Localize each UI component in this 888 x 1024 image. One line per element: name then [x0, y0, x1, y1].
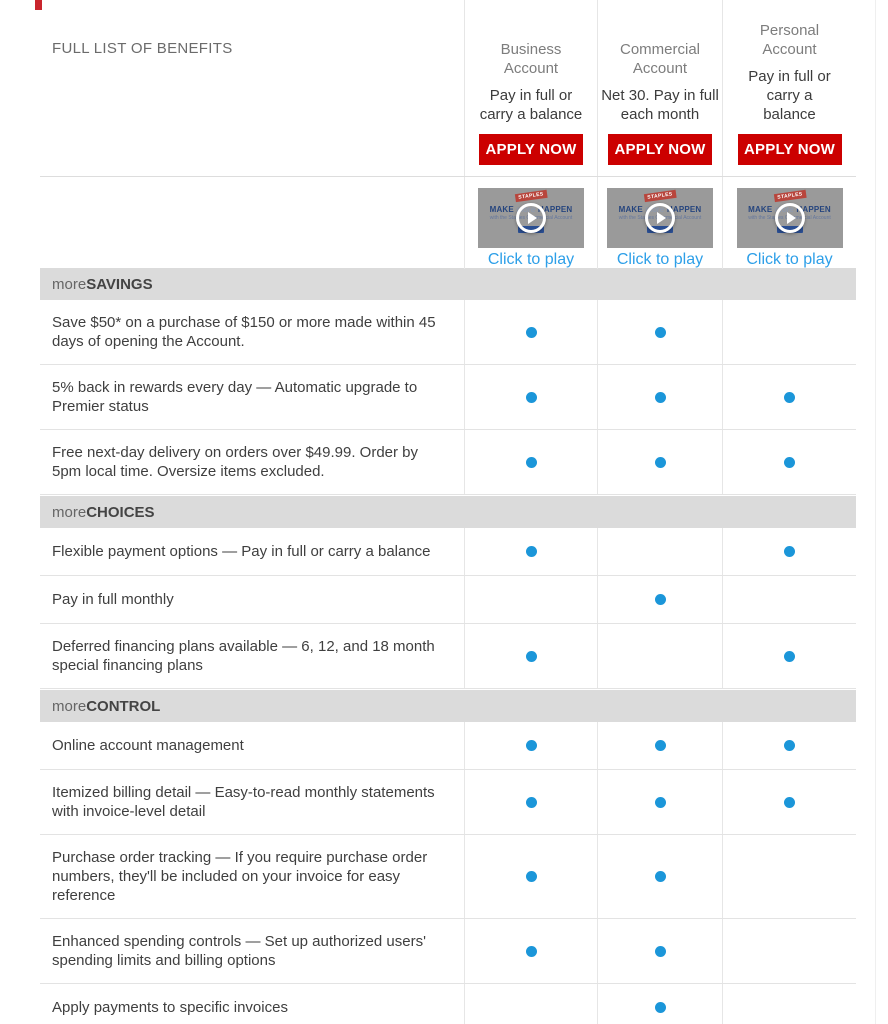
apply-now-button-commercial[interactable]: APPLY NOW — [608, 134, 712, 165]
benefit-cell-personal — [722, 770, 856, 834]
benefit-row — [40, 835, 856, 919]
included-dot-icon — [655, 327, 666, 338]
included-dot-icon — [784, 797, 795, 808]
benefit-cell-commercial — [597, 365, 722, 429]
benefit-cell-personal — [722, 624, 856, 688]
benefit-cell-personal — [722, 528, 856, 575]
benefit-cell-business — [464, 984, 597, 1024]
video-subline: with the Staples Commercial Account — [489, 215, 573, 221]
benefit-cell-business — [464, 365, 597, 429]
benefit-cell-business — [464, 722, 597, 769]
headline-word-happen: HAPPEN — [537, 205, 573, 214]
included-dot-icon — [655, 871, 666, 882]
benefit-description: Itemized billing detail — Easy-to-read monthly statements with invoice-level detail — [52, 784, 435, 820]
benefit-cell-personal — [722, 984, 856, 1024]
section-label-name: CONTROL — [86, 697, 161, 715]
section-header-control — [40, 690, 856, 722]
play-icon[interactable] — [645, 203, 675, 233]
staples-badge: STAPLES — [773, 190, 805, 202]
included-dot-icon — [655, 457, 666, 468]
benefit-cell-commercial — [597, 300, 722, 364]
benefit-row — [40, 528, 856, 576]
benefit-description: Purchase order tracking — If you require purchase order numbers, they'll be included on your invoice for easy reference — [52, 849, 428, 904]
headline-word-make: MAKE — [618, 205, 643, 214]
benefits-table — [40, 0, 856, 1024]
benefit-description: Deferred financing plans available — 6, 12, and 18 month special financing plans — [52, 638, 435, 674]
video-thumbnail[interactable] — [737, 188, 843, 248]
benefit-cell-personal — [722, 919, 856, 983]
staples-badge: STAPLES — [515, 190, 547, 202]
benefit-cell-commercial — [597, 576, 722, 623]
included-dot-icon — [655, 594, 666, 605]
click-to-play-link[interactable]: Click to play — [616, 251, 704, 268]
play-icon[interactable] — [516, 203, 546, 233]
section-label-prefix: more — [52, 697, 87, 715]
benefit-description: Enhanced spending controls — Set up authorized users' spending limits and billing options — [52, 933, 426, 969]
account-terms: Net 30. Pay in full each month — [601, 87, 719, 123]
section-header-savings — [40, 268, 856, 300]
video-cell-personal — [722, 177, 856, 269]
section-label-prefix: more — [52, 275, 87, 293]
section-label-prefix: more — [52, 503, 87, 521]
included-dot-icon — [526, 651, 537, 662]
headline-word-more: more — [516, 205, 536, 214]
video-subline: with the Staples Commercial Account — [618, 215, 702, 221]
benefit-cell-personal — [722, 365, 856, 429]
benefit-row — [40, 365, 856, 430]
benefit-description: 5% back in rewards every day — Automatic upgrade to Premier status — [52, 379, 418, 415]
section-label-name: CHOICES — [86, 503, 155, 521]
account-terms: Pay in full or carry a balance — [748, 68, 831, 123]
account-name: Business Account — [500, 41, 562, 77]
section-header-choices — [40, 496, 856, 528]
benefit-cell-personal — [722, 430, 856, 494]
headline-word-happen: HAPPEN — [666, 205, 702, 214]
staples-badge: STAPLES — [644, 190, 676, 202]
benefit-description: Save $50* on a purchase of $150 or more made within 45 days of opening the Account. — [52, 314, 436, 350]
included-dot-icon — [655, 797, 666, 808]
included-dot-icon — [655, 946, 666, 957]
benefit-cell-business — [464, 300, 597, 364]
benefit-cell-business — [464, 528, 597, 575]
benefits-header-cell — [40, 0, 464, 176]
page-title: FULL LIST OF BENEFITS — [52, 40, 233, 57]
benefit-cell-commercial — [597, 624, 722, 688]
benefit-description: Pay in full monthly — [52, 591, 174, 608]
headline-word-happen: HAPPEN — [796, 205, 831, 214]
benefit-cell-personal — [722, 576, 856, 623]
included-dot-icon — [784, 740, 795, 751]
included-dot-icon — [655, 740, 666, 751]
included-dot-icon — [655, 1002, 666, 1013]
headline-word-more: more — [645, 205, 665, 214]
benefit-cell-personal — [722, 835, 856, 918]
benefit-cell-personal — [722, 722, 856, 769]
benefit-description: Flexible payment options — Pay in full or carry a balance — [52, 543, 431, 560]
benefit-cell-commercial — [597, 770, 722, 834]
benefit-description: Free next-day delivery on orders over $49.99. Order by 5pm local time. Oversize items excluded. — [52, 444, 419, 480]
included-dot-icon — [526, 457, 537, 468]
account-terms: Pay in full or carry a balance — [479, 87, 583, 123]
included-dot-icon — [784, 651, 795, 662]
benefit-cell-business — [464, 835, 597, 918]
included-dot-icon — [526, 946, 537, 957]
benefit-row — [40, 984, 856, 1024]
benefit-row — [40, 919, 856, 984]
included-dot-icon — [784, 546, 795, 557]
video-thumbnail[interactable] — [478, 188, 584, 248]
benefit-cell-business — [464, 576, 597, 623]
click-to-play-link[interactable]: Click to play — [487, 251, 575, 268]
video-row — [40, 177, 856, 267]
benefit-cell-business — [464, 919, 597, 983]
headline-word-make: MAKE — [489, 205, 514, 214]
table-body — [40, 268, 856, 1024]
benefit-cell-business — [464, 624, 597, 688]
play-triangle-icon — [657, 212, 666, 224]
column-header-business — [464, 0, 597, 176]
benefit-row — [40, 300, 856, 365]
video-row-spacer — [40, 177, 464, 269]
included-dot-icon — [526, 740, 537, 751]
play-icon[interactable] — [775, 203, 805, 233]
included-dot-icon — [784, 457, 795, 468]
benefit-cell-commercial — [597, 722, 722, 769]
benefit-row — [40, 722, 856, 770]
account-name: Personal Account — [759, 22, 820, 58]
benefit-description: Apply payments to specific invoices — [52, 999, 288, 1016]
video-thumbnail[interactable] — [607, 188, 713, 248]
column-header-commercial — [597, 0, 722, 176]
apply-now-button-business[interactable]: APPLY NOW — [479, 134, 583, 165]
included-dot-icon — [526, 546, 537, 557]
page-right-divider — [875, 0, 876, 1024]
included-dot-icon — [784, 392, 795, 403]
included-dot-icon — [526, 327, 537, 338]
video-cell-commercial — [597, 177, 722, 269]
headline-word-make: MAKE — [748, 205, 773, 214]
apply-now-button-personal[interactable]: APPLY NOW — [738, 134, 842, 165]
benefit-row — [40, 430, 856, 495]
headline-word-more: more — [774, 205, 794, 214]
click-to-play-link[interactable]: Click to play — [746, 251, 833, 268]
benefit-cell-commercial — [597, 984, 722, 1024]
included-dot-icon — [526, 871, 537, 882]
benefit-cell-commercial — [597, 528, 722, 575]
benefit-row — [40, 576, 856, 624]
included-dot-icon — [655, 392, 666, 403]
benefit-cell-commercial — [597, 835, 722, 918]
table-header-row — [40, 0, 856, 177]
included-dot-icon — [526, 392, 537, 403]
section-label-name: SAVINGS — [86, 275, 153, 293]
video-cell-business — [464, 177, 597, 269]
benefit-cell-commercial — [597, 430, 722, 494]
benefit-cell-personal — [722, 300, 856, 364]
benefit-row — [40, 770, 856, 835]
included-dot-icon — [526, 797, 537, 808]
benefit-row — [40, 624, 856, 689]
account-name: Commercial Account — [619, 41, 700, 77]
benefit-cell-commercial — [597, 919, 722, 983]
benefit-cell-business — [464, 430, 597, 494]
benefit-description: Online account management — [52, 737, 244, 754]
benefit-cell-business — [464, 770, 597, 834]
play-triangle-icon — [528, 212, 537, 224]
column-header-personal — [722, 0, 856, 176]
play-triangle-icon — [787, 212, 796, 224]
video-subline: with the Staples Commercial Account — [748, 215, 831, 221]
